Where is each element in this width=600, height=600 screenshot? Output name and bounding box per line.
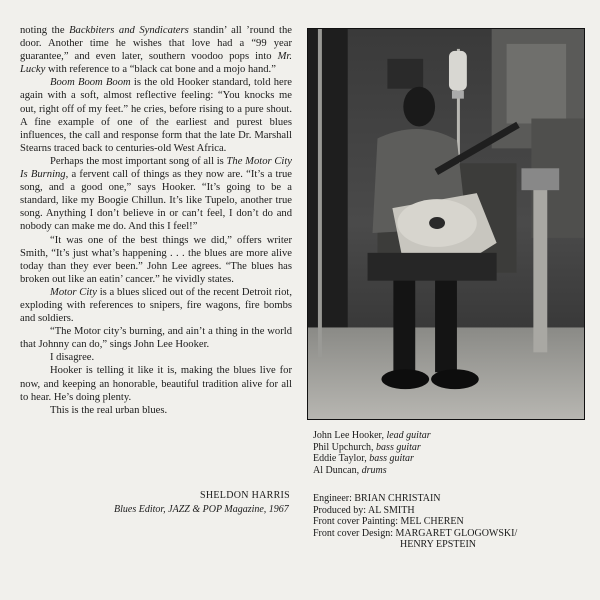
design-credit: Front cover Design: MARGARET GLOGOWSKI/	[313, 527, 518, 539]
painting-credit: Front cover Painting: MEL CHEREN	[313, 516, 464, 528]
credit-line	[313, 430, 431, 442]
session-photo	[307, 28, 585, 420]
engineer-credit: Engineer: BRIAN CHRISTAIN	[313, 493, 441, 504]
text-span: Perhaps the most important song of all is	[50, 155, 227, 167]
credit-line	[313, 465, 431, 477]
author-title: Blues Editor, JAZZ & POP Magazine, 1967	[114, 504, 289, 515]
text-span: is the old Hooker standard, told here again with a soft, almost reflective feeling: “You knocks me out, right off of my feet.” he cries, before rising to a pure shout. A fine example of one of the earliest and purest blues influences, the call and response form that the late Dr. Marshall Stearns traced back to centuries-old West Africa.	[20, 77, 292, 154]
paragraph-3	[20, 155, 292, 234]
producer-credit: Produced by: AL SMITH	[313, 504, 415, 516]
text-span: standin’ all ’round the door. Another time he wishes that love had a “99 year guarantee,” and even later, southern voodoo pops into	[20, 25, 292, 63]
musician-role: lead guitar	[386, 430, 431, 441]
credit-line	[313, 442, 431, 454]
musician-name: Al Duncan,	[313, 464, 362, 476]
musician-role: bass guitar	[376, 441, 421, 453]
song-title: Boom Boom Boom	[50, 77, 131, 89]
liner-notes-text	[20, 24, 292, 417]
musician-photo-illustration	[308, 29, 584, 419]
production-credits	[313, 493, 517, 551]
paragraph-2	[20, 76, 292, 155]
design-credit-continued: HENRY EPSTEIN	[400, 539, 477, 551]
song-title: Motor City	[50, 286, 97, 298]
musician-name: John Lee Hooker,	[313, 430, 387, 441]
paragraph-6: “The Motor city’s burning, and ain’t a thing in the world that Johnny can do,” sings John Lee Hooker.	[20, 326, 292, 351]
song-title: The Motor City Is Burning	[20, 155, 292, 181]
author-name: SHELDON HARRIS	[200, 490, 291, 501]
musician-name: Eddie Taylor,	[313, 453, 370, 465]
song-title: Backbiters and Syndicaters	[69, 25, 189, 36]
paragraph-5	[20, 286, 292, 325]
song-title: Mr. Lucky	[20, 51, 292, 76]
musician-name: Phil Upchurch,	[313, 441, 377, 453]
text-span: with reference to a “black cat bone and a mojo hand.”	[45, 64, 276, 76]
paragraph-9: This is the real urban blues.	[50, 404, 168, 416]
text-span: is a blues sliced out of the recent Detroit riot, exploding with references to snipers, fire wagons, fire bombs and soldiers.	[20, 286, 292, 325]
credit-line	[313, 453, 431, 465]
paragraph-8: Hooker is telling it like it is, making the blues live for now, and keeping an honorable, beautiful tradition alive for all to hear. He’s doing plenty.	[20, 365, 292, 403]
paragraph-4: “It was one of the best things we did,” offers writer Smith, “It’s just what’s happening . . . the blues are more alive today than they ever been.” John Lee agrees. “The blues has broken out like an eatin’ cancer.” he vividly states.	[20, 234, 292, 285]
musician-role: drums	[361, 464, 387, 476]
text-span: noting the	[20, 25, 70, 36]
paragraph-7: I disagree.	[50, 352, 95, 364]
paragraph-1	[20, 24, 292, 76]
musician-credits	[313, 430, 431, 476]
musician-role: bass guitar	[369, 453, 414, 465]
text-span: , a fervent call of things as they now are. “It’s a true song, and a good one,” says Hooker. “It’s going to be a standard, like my Boogie Chillun. It’s like Tupelo, another true song. Anything I don’t believe in or can’t feel, I don’t do and nobody can make me do. And this I feel!”	[20, 169, 292, 233]
